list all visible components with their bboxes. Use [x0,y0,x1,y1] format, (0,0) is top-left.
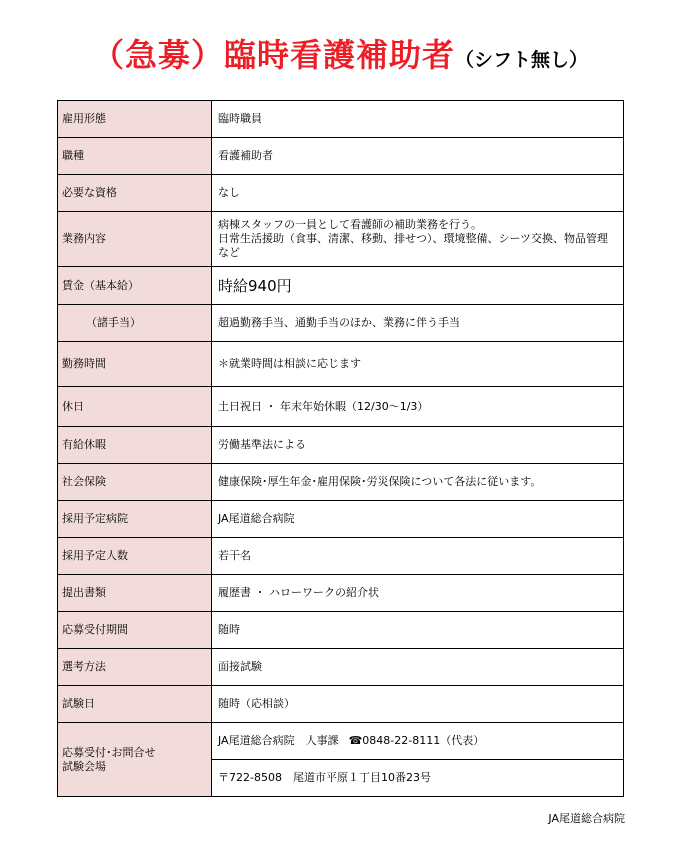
row-value: 労働基準法による [212,427,624,464]
row-value: 随時（応相談） [212,686,624,723]
table-row [58,175,624,212]
contact-phone: 0848-22-8111（代表） [362,734,485,747]
row-label: （諸手当） [58,305,212,342]
table-row [58,427,624,464]
contact-value [212,723,624,760]
row-label: 職種 [58,138,212,175]
contact-name: JA尾道総合病院 人事課 [218,734,339,747]
row-value: 面接試験 [212,649,624,686]
row-value: 若干名 [212,538,624,575]
row-value: 看護補助者 [212,138,624,175]
table-row [58,575,624,612]
row-value: 土日祝日 ・ 年末年始休暇（12/30～1/3） [212,387,624,427]
table-row [58,212,624,267]
contact-label [58,723,212,797]
row-label: 採用予定病院 [58,501,212,538]
row-label: 賃金（基本給） [58,267,212,305]
row-value: 随時 [212,612,624,649]
table-row [58,723,624,760]
row-label: 社会保険 [58,464,212,501]
table-row [58,464,624,501]
contact-label-line: 試験会場 [62,759,106,773]
row-label: 雇用形態 [58,101,212,138]
table-row [58,138,624,175]
wage-value: 時給940円 [212,267,624,305]
table-row [58,649,624,686]
row-value: ＊就業時間は相談に応じます [212,342,624,387]
footer-organization: JA尾道総合病院 [548,812,625,825]
row-label: 試験日 [58,686,212,723]
row-label: 勤務時間 [58,342,212,387]
title-subtitle: （シフト無し） [455,49,589,71]
contact-address: 〒722-8508 尾道市平原１丁目10番23号 [212,760,624,797]
table-row [58,612,624,649]
duty-line: 日常生活援助（食事、清潔、移動、排せつ）、環境整備、シーツ交換、物品管理など [218,232,609,259]
table-row [58,538,624,575]
table-row [58,686,624,723]
table-row [58,342,624,387]
contact-label-line: 応募受付･お問合せ [62,745,156,759]
table-row [58,501,624,538]
duty-line: 病棟スタッフの一員として看護師の補助業務を行う。 [218,218,482,231]
row-label: 採用予定人数 [58,538,212,575]
row-label: 有給休暇 [58,427,212,464]
row-label: 応募受付期間 [58,612,212,649]
row-label: 提出書類 [58,575,212,612]
telephone-icon: ☎ [348,734,363,747]
table-row [58,101,624,138]
table-row [58,387,624,427]
row-value: 臨時職員 [212,101,624,138]
row-value: なし [212,175,624,212]
row-label: 選考方法 [58,649,212,686]
title-main: （急募）臨時看護補助者 [91,36,455,74]
row-label: 休日 [58,387,212,427]
row-label: 必要な資格 [58,175,212,212]
row-value: 超過勤務手当、通勤手当のほか、業務に伴う手当 [212,305,624,342]
row-value: 履歴書 ・ ハローワークの紹介状 [212,575,624,612]
table-row [58,305,624,342]
row-value [212,212,624,267]
row-value: JA尾道総合病院 [212,501,624,538]
job-info-table [57,100,624,797]
row-label: 業務内容 [58,212,212,267]
table-row [58,267,624,305]
page-title [0,30,680,76]
row-value: 健康保険･厚生年金･雇用保険･労災保険について各法に従います。 [212,464,624,501]
